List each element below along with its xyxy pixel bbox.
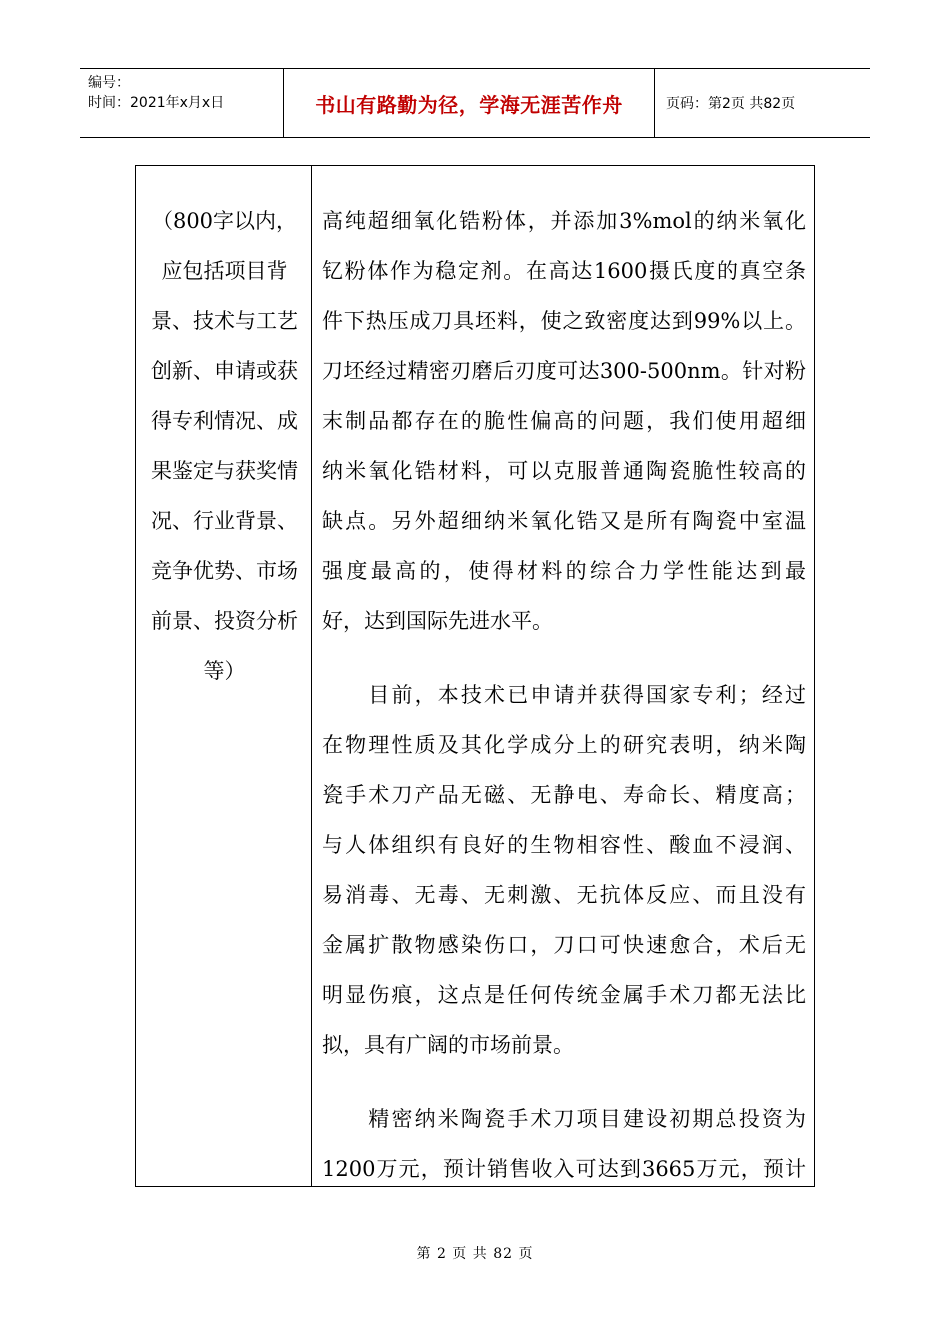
paragraph-gap bbox=[322, 646, 806, 670]
left-line: 果鉴定与获奖情 bbox=[151, 459, 298, 483]
left-line: 前景、投资分析 bbox=[151, 609, 298, 633]
text-line: 瓷手术刀产品无磁、无静电、寿命长、精度高； bbox=[322, 783, 806, 807]
text-line: 好，达到国际先进水平。 bbox=[322, 609, 553, 633]
paragraph bbox=[322, 1094, 806, 1194]
text-line: 件下热压成刀具坯料，使之致密度达到99%以上。 bbox=[322, 309, 806, 333]
left-line: 得专利情况、成 bbox=[151, 409, 298, 433]
text-line: 金属扩散物感染伤口，刀口可快速愈合，术后无 bbox=[322, 933, 806, 957]
left-line: （800字以内， bbox=[151, 209, 298, 233]
text-line: 目前，本技术已申请并获得国家专利；经过 bbox=[322, 683, 806, 707]
paragraph bbox=[322, 670, 806, 1070]
paragraph bbox=[322, 196, 806, 646]
header-page-code: 页码：第2页 共82页 bbox=[666, 96, 796, 112]
page-header bbox=[80, 68, 870, 138]
text-line: 1200万元，预计销售收入可达到3665万元，预计 bbox=[322, 1157, 806, 1181]
text-line: 钇粉体作为稳定剂。在高达1600摄氏度的真空条 bbox=[322, 259, 806, 283]
text-line: 缺点。另外超细纳米氧化锆又是所有陶瓷中室温 bbox=[322, 509, 806, 533]
text-line: 高纯超细氧化锆粉体，并添加3%mol的纳米氧化 bbox=[322, 209, 806, 233]
left-line: 应包括项目背 bbox=[161, 259, 288, 283]
text-line: 精密纳米陶瓷手术刀项目建设初期总投资为 bbox=[322, 1107, 806, 1131]
right-cell bbox=[322, 196, 806, 1194]
header-meta bbox=[88, 73, 284, 113]
left-line: 创新、申请或获 bbox=[151, 359, 298, 383]
left-cell bbox=[142, 196, 307, 696]
text-line: 在物理性质及其化学成分上的研究表明，纳米陶 bbox=[322, 733, 806, 757]
content-table bbox=[135, 165, 815, 1187]
header-motto: 书山有路勤为径，学海无涯苦作舟 bbox=[283, 69, 655, 137]
time-label: 时间：2021年x月x日 bbox=[88, 95, 225, 111]
left-line: 等） bbox=[203, 659, 246, 683]
text-line: 纳米氧化锆材料，可以克服普通陶瓷脆性较高的 bbox=[322, 459, 806, 483]
text-line: 拟，具有广阔的市场前景。 bbox=[322, 1033, 574, 1057]
text-line: 强度最高的，使得材料的综合力学性能达到最 bbox=[322, 559, 806, 583]
left-line: 景、技术与工艺 bbox=[151, 309, 298, 333]
text-line: 刀坯经过精密刃磨后刃度可达300-500nm。针对粉 bbox=[322, 359, 806, 383]
left-line: 竞争优势、市场 bbox=[151, 559, 298, 583]
column-divider bbox=[311, 166, 312, 1186]
text-line: 末制品都存在的脆性偏高的问题，我们使用超细 bbox=[322, 409, 806, 433]
text-line: 明显伤痕，这点是任何传统金属手术刀都无法比 bbox=[322, 983, 806, 1007]
left-line: 况、行业背景、 bbox=[151, 509, 298, 533]
number-label: 编号： bbox=[88, 75, 130, 91]
text-line: 易消毒、无毒、无刺激、无抗体反应、而且没有 bbox=[322, 883, 806, 907]
page-footer: 第 2 页 共 82 页 bbox=[416, 1246, 534, 1262]
paragraph-gap bbox=[322, 1070, 806, 1094]
text-line: 与人体组织有良好的生物相容性、酸血不浸润、 bbox=[322, 833, 806, 857]
